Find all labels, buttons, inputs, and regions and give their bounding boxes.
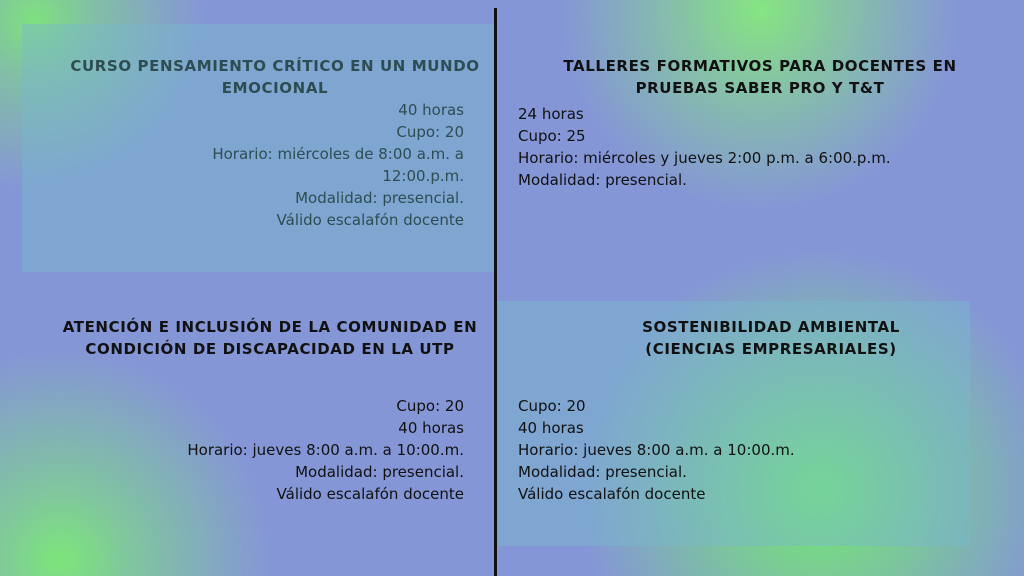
- detail-line: 40 horas: [398, 419, 464, 437]
- course-title: ATENCIÓN E INCLUSIÓN DE LA COMUNIDAD EN CONDICIÓN DE DISCAPACIDAD EN LA UTP: [62, 318, 478, 358]
- detail-line: 12:00.p.m.: [382, 167, 464, 185]
- detail-line: Horario: jueves 8:00 a.m. a 10:00.m.: [187, 441, 464, 459]
- course-title: CURSO PENSAMIENTO CRÍTICO EN UN MUNDO EMOCIONAL: [70, 57, 480, 97]
- detail-line: Cupo: 20: [396, 397, 464, 415]
- course-details: [518, 103, 958, 191]
- detail-line: Válido escalafón docente: [276, 211, 464, 229]
- detail-line: Cupo: 25: [518, 127, 586, 145]
- vertical-divider: [494, 8, 497, 576]
- detail-line: Horario: miércoles y jueves 2:00 p.m. a 6:00.p.m.: [518, 149, 891, 167]
- detail-line: Cupo: 20: [518, 397, 586, 415]
- detail-line: Modalidad: presencial.: [295, 189, 464, 207]
- detail-line: Horario: jueves 8:00 a.m. a 10:00.m.: [518, 441, 795, 459]
- detail-line: Horario: miércoles de 8:00 a.m. a: [212, 145, 464, 163]
- detail-line: Válido escalafón docente: [518, 485, 706, 503]
- course-details: [150, 395, 464, 505]
- detail-line: Modalidad: presencial.: [518, 463, 687, 481]
- detail-line: Cupo: 20: [396, 123, 464, 141]
- detail-line: Válido escalafón docente: [276, 485, 464, 503]
- course-title: TALLERES FORMATIVOS PARA DOCENTES EN PRUEBAS SABER PRO Y T&T: [563, 57, 957, 97]
- course-details: [150, 99, 464, 231]
- detail-line: Modalidad: presencial.: [295, 463, 464, 481]
- detail-line: 40 horas: [398, 101, 464, 119]
- detail-line: Modalidad: presencial.: [518, 171, 687, 189]
- course-title: SOSTENIBILIDAD AMBIENTAL (CIENCIAS EMPRESARIALES): [642, 318, 900, 358]
- detail-line: 40 horas: [518, 419, 584, 437]
- detail-line: 24 horas: [518, 105, 584, 123]
- course-details: [518, 395, 958, 505]
